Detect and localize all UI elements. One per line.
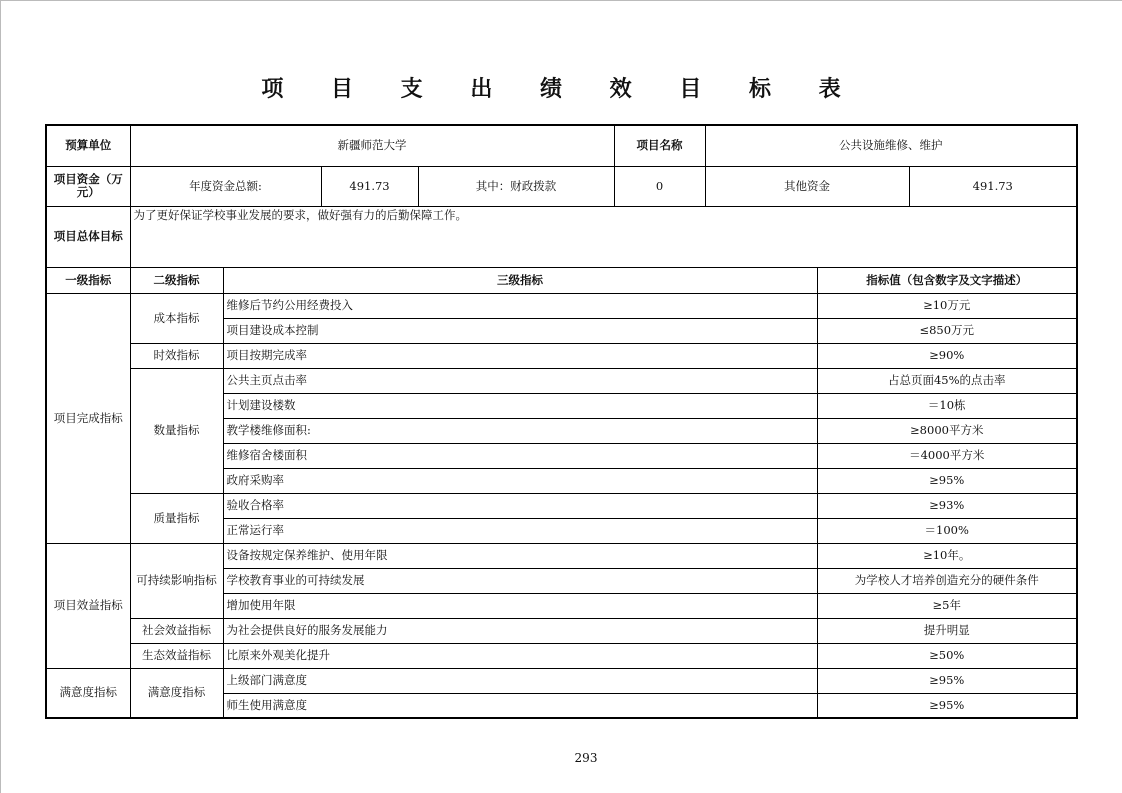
indicator-value: ≥5年 [817, 593, 1077, 618]
budget-unit-label: 预算单位 [46, 125, 130, 166]
overall-goal-label: 项目总体目标 [46, 206, 130, 267]
indicator-value: ≤850万元 [817, 318, 1077, 343]
annual-total-label: 年度资金总额: [130, 166, 321, 206]
header-level2: 二级指标 [130, 267, 223, 293]
indicator-name: 项目按期完成率 [223, 343, 817, 368]
indicator-value: 为学校人才培养创造充分的硬件条件 [817, 568, 1077, 593]
indicator-value: ≥8000平方米 [817, 418, 1077, 443]
header-level1: 一级指标 [46, 267, 130, 293]
subgroup-satisfaction: 满意度指标 [130, 668, 223, 718]
subgroup-social: 社会效益指标 [130, 618, 223, 643]
indicator-name: 维修后节约公用经费投入 [223, 293, 817, 318]
indicator-name: 师生使用满意度 [223, 693, 817, 718]
page-edge-top [0, 0, 1122, 1]
subgroup-quantity: 数量指标 [130, 368, 223, 493]
indicator-value: 提升明显 [817, 618, 1077, 643]
indicator-value: ≥95% [817, 668, 1077, 693]
indicator-value: ≥50% [817, 643, 1077, 668]
subgroup-sustainable: 可持续影响指标 [130, 543, 223, 618]
group-satisfaction: 满意度指标 [46, 668, 130, 718]
indicator-name: 学校教育事业的可持续发展 [223, 568, 817, 593]
indicator-value: 占总页面45%的点击率 [817, 368, 1077, 393]
overall-goal-text: 为了更好保证学校事业发展的要求，做好强有力的后勤保障工作。 [130, 206, 1077, 267]
indicator-value: ≥10年。 [817, 543, 1077, 568]
indicator-name: 增加使用年限 [223, 593, 817, 618]
indicator-value: ≥10万元 [817, 293, 1077, 318]
indicator-value: ≥95% [817, 468, 1077, 493]
indicator-name: 上级部门满意度 [223, 668, 817, 693]
indicator-name: 设备按规定保养维护、使用年限 [223, 543, 817, 568]
group-benefit: 项目效益指标 [46, 543, 130, 668]
subgroup-timeliness: 时效指标 [130, 343, 223, 368]
page-edge-left [0, 0, 1, 793]
indicator-value: ＝10栋 [817, 393, 1077, 418]
page-number: 293 [574, 751, 598, 765]
indicator-value: ＝4000平方米 [817, 443, 1077, 468]
group-completion: 项目完成指标 [46, 293, 130, 543]
indicator-name: 维修宿舍楼面积 [223, 443, 817, 468]
performance-target-table [45, 124, 1078, 719]
indicator-name: 公共主页点击率 [223, 368, 817, 393]
subgroup-cost: 成本指标 [130, 293, 223, 343]
other-funds-label: 其他资金 [705, 166, 909, 206]
indicator-name: 项目建设成本控制 [223, 318, 817, 343]
indicator-value: ≥95% [817, 693, 1077, 718]
funds-label: 项目资金（万元） [46, 166, 130, 206]
indicator-name: 比原来外观美化提升 [223, 643, 817, 668]
annual-total-value: 491.73 [321, 166, 418, 206]
project-name-value: 公共设施维修、维护 [705, 125, 1077, 166]
header-level3: 三级指标 [223, 267, 817, 293]
indicator-name: 计划建设楼数 [223, 393, 817, 418]
subgroup-quality: 质量指标 [130, 493, 223, 543]
header-indicator-value: 指标值（包含数字及文字描述） [817, 267, 1077, 293]
indicator-name: 验收合格率 [223, 493, 817, 518]
indicator-value: ＝100% [817, 518, 1077, 543]
indicator-name: 为社会提供良好的服务发展能力 [223, 618, 817, 643]
indicator-name: 政府采购率 [223, 468, 817, 493]
subgroup-ecological: 生态效益指标 [130, 643, 223, 668]
project-name-label: 项目名称 [614, 125, 705, 166]
fiscal-funds-value: 0 [614, 166, 705, 206]
indicator-value: ≥90% [817, 343, 1077, 368]
indicator-name: 正常运行率 [223, 518, 817, 543]
other-funds-value: 491.73 [909, 166, 1077, 206]
fiscal-funds-label: 其中：财政拨款 [418, 166, 614, 206]
budget-unit-value: 新疆师范大学 [130, 125, 614, 166]
indicator-value: ≥93% [817, 493, 1077, 518]
page-title: 项 目 支 出 绩 效 目 标 表 [261, 77, 861, 102]
indicator-name: 教学楼维修面积: [223, 418, 817, 443]
